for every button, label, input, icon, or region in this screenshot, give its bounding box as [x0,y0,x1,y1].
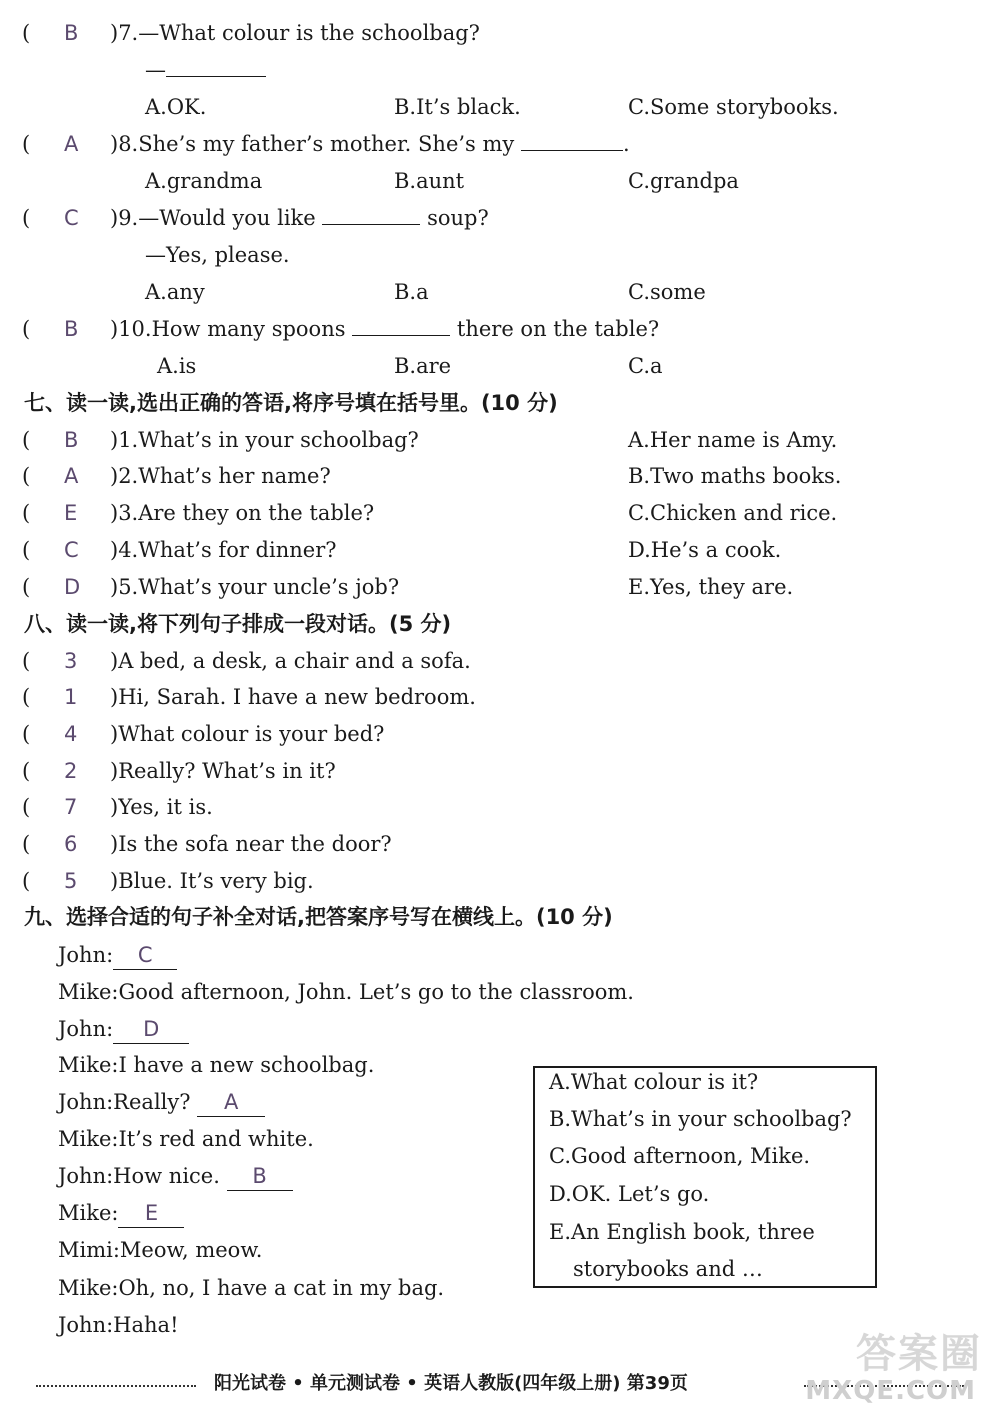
paren-open: ( [22,869,31,893]
sentence-text: )Yes, it is. [110,795,213,819]
paren-open: ( [22,575,31,599]
answer-mark: B [64,21,79,45]
paren-open: ( [22,832,31,856]
answer-option: E.Yes, they are. [628,575,794,599]
sentence-text: )What colour is your bed? [110,722,385,746]
paren-open: ( [22,685,31,709]
answer-mark: D [64,575,81,599]
box-option-d: D.OK. Let’s go. [549,1182,710,1206]
paren-open: ( [22,722,31,746]
options-box [533,1066,877,1288]
option-c: C.Some storybooks. [628,95,839,119]
answer-option: D.He’s a cook. [628,538,782,562]
paren-open: ( [22,795,31,819]
answer-mark: C [64,206,79,230]
option-a: A.any [145,280,205,304]
option-a: A.grandma [145,169,263,193]
paren-open: ( [22,206,31,230]
box-option-b: B.What’s in your schoolbag? [549,1107,852,1131]
dialogue-line: Mike: E [58,1199,184,1228]
answer-mark: B [64,317,79,341]
paren-open: ( [22,132,31,156]
question-text: )3.Are they on the table? [110,501,375,525]
option-b: B.a [394,280,429,304]
question-stem: )10.How many spoons there on the table? [110,317,660,341]
paren-open: ( [22,464,31,488]
footer-text: 阳光试卷 • 单元测试卷 • 英语人教版(四年级上册) 第39页 [214,1373,688,1394]
dialogue-line: Mimi:Meow, meow. [58,1238,263,1262]
paren-open: ( [22,317,31,341]
reply-line: — [145,56,266,84]
section-heading-9: 九、选择合适的句子补全对话,把答案序号写在横线上。(10 分) [24,905,613,929]
sentence-text: )Hi, Sarah. I have a new bedroom. [110,685,476,709]
option-c: C.some [628,280,706,304]
paren-open: ( [22,538,31,562]
answer-mark: A [64,464,79,488]
option-b: B.are [394,354,452,378]
dialogue-line: Mike:Oh, no, I have a cat in my bag. [58,1276,445,1300]
dialogue-line: Mike:It’s red and white. [58,1127,314,1151]
section-heading-7: 七、读一读,选出正确的答语,将序号填在括号里。(10 分) [24,391,558,415]
question-text: )1.What’s in your schoolbag? [110,428,419,452]
answer-mark: C [64,538,79,562]
fill-answer: E [118,1199,184,1228]
option-c: C.a [628,354,663,378]
dialogue-line: John: D [58,1015,189,1044]
paren-open: ( [22,649,31,673]
question-stem: )9.—Would you like soup? [110,206,489,230]
answer-option: B.Two maths books. [628,464,842,488]
answer-mark: A [64,132,79,156]
box-option-e: E.An English book, three [549,1220,815,1244]
answer-mark: B [64,428,79,452]
dialogue-line: John:Really? A [58,1088,265,1117]
box-option-c: C.Good afternoon, Mike. [549,1144,811,1168]
sentence-text: )Is the sofa near the door? [110,832,392,856]
option-c: C.grandpa [628,169,739,193]
sentence-text: )Blue. It’s very big. [110,869,314,893]
paren-open: ( [22,759,31,783]
order-number: 3 [64,649,78,673]
dialogue-line: John: C [58,941,177,970]
question-text: )5.What’s your uncle’s job? [110,575,400,599]
order-number: 5 [64,869,78,893]
paren-open: ( [22,21,31,45]
fill-answer: C [113,941,177,970]
fill-answer: B [227,1162,293,1191]
section-heading-8: 八、读一读,将下列句子排成一段对话。(5 分) [24,612,452,636]
question-stem: )8.She’s my father’s mother. She’s my . [110,132,630,156]
fill-answer: D [113,1015,189,1044]
dialogue-line: John:How nice. B [58,1162,293,1191]
order-number: 4 [64,722,78,746]
option-b: B.It’s black. [394,95,521,119]
reply-line: —Yes, please. [145,243,290,267]
order-number: 7 [64,795,78,819]
order-number: 1 [64,685,78,709]
answer-mark: E [64,501,78,525]
order-number: 6 [64,832,78,856]
question-text: )2.What’s her name? [110,464,331,488]
box-option-e-cont: storybooks and … [573,1257,763,1281]
answer-option: A.Her name is Amy. [628,428,838,452]
dialogue-line: Mike:Good afternoon, John. Let’s go to the classroom. [58,980,634,1004]
order-number: 2 [64,759,78,783]
dialogue-line: Mike:I have a new schoolbag. [58,1053,375,1077]
option-a: A.OK. [145,95,207,119]
paren-open: ( [22,428,31,452]
watermark-url: MXQE.COM [805,1376,976,1406]
box-option-a: A.What colour is it? [549,1070,759,1094]
fill-answer: A [197,1088,265,1117]
option-a: A.is [157,354,197,378]
question-stem: )7.—What colour is the schoolbag? [110,21,480,45]
option-b: B.aunt [394,169,465,193]
question-text: )4.What’s for dinner? [110,538,337,562]
sentence-text: )Really? What’s in it? [110,759,336,783]
sentence-text: )A bed, a desk, a chair and a sofa. [110,649,471,673]
answer-option: C.Chicken and rice. [628,501,838,525]
paren-open: ( [22,501,31,525]
footer-divider-left [36,1385,196,1387]
dialogue-line: John:Haha! [58,1313,179,1337]
watermark-logo: 答案圈 [856,1331,982,1377]
